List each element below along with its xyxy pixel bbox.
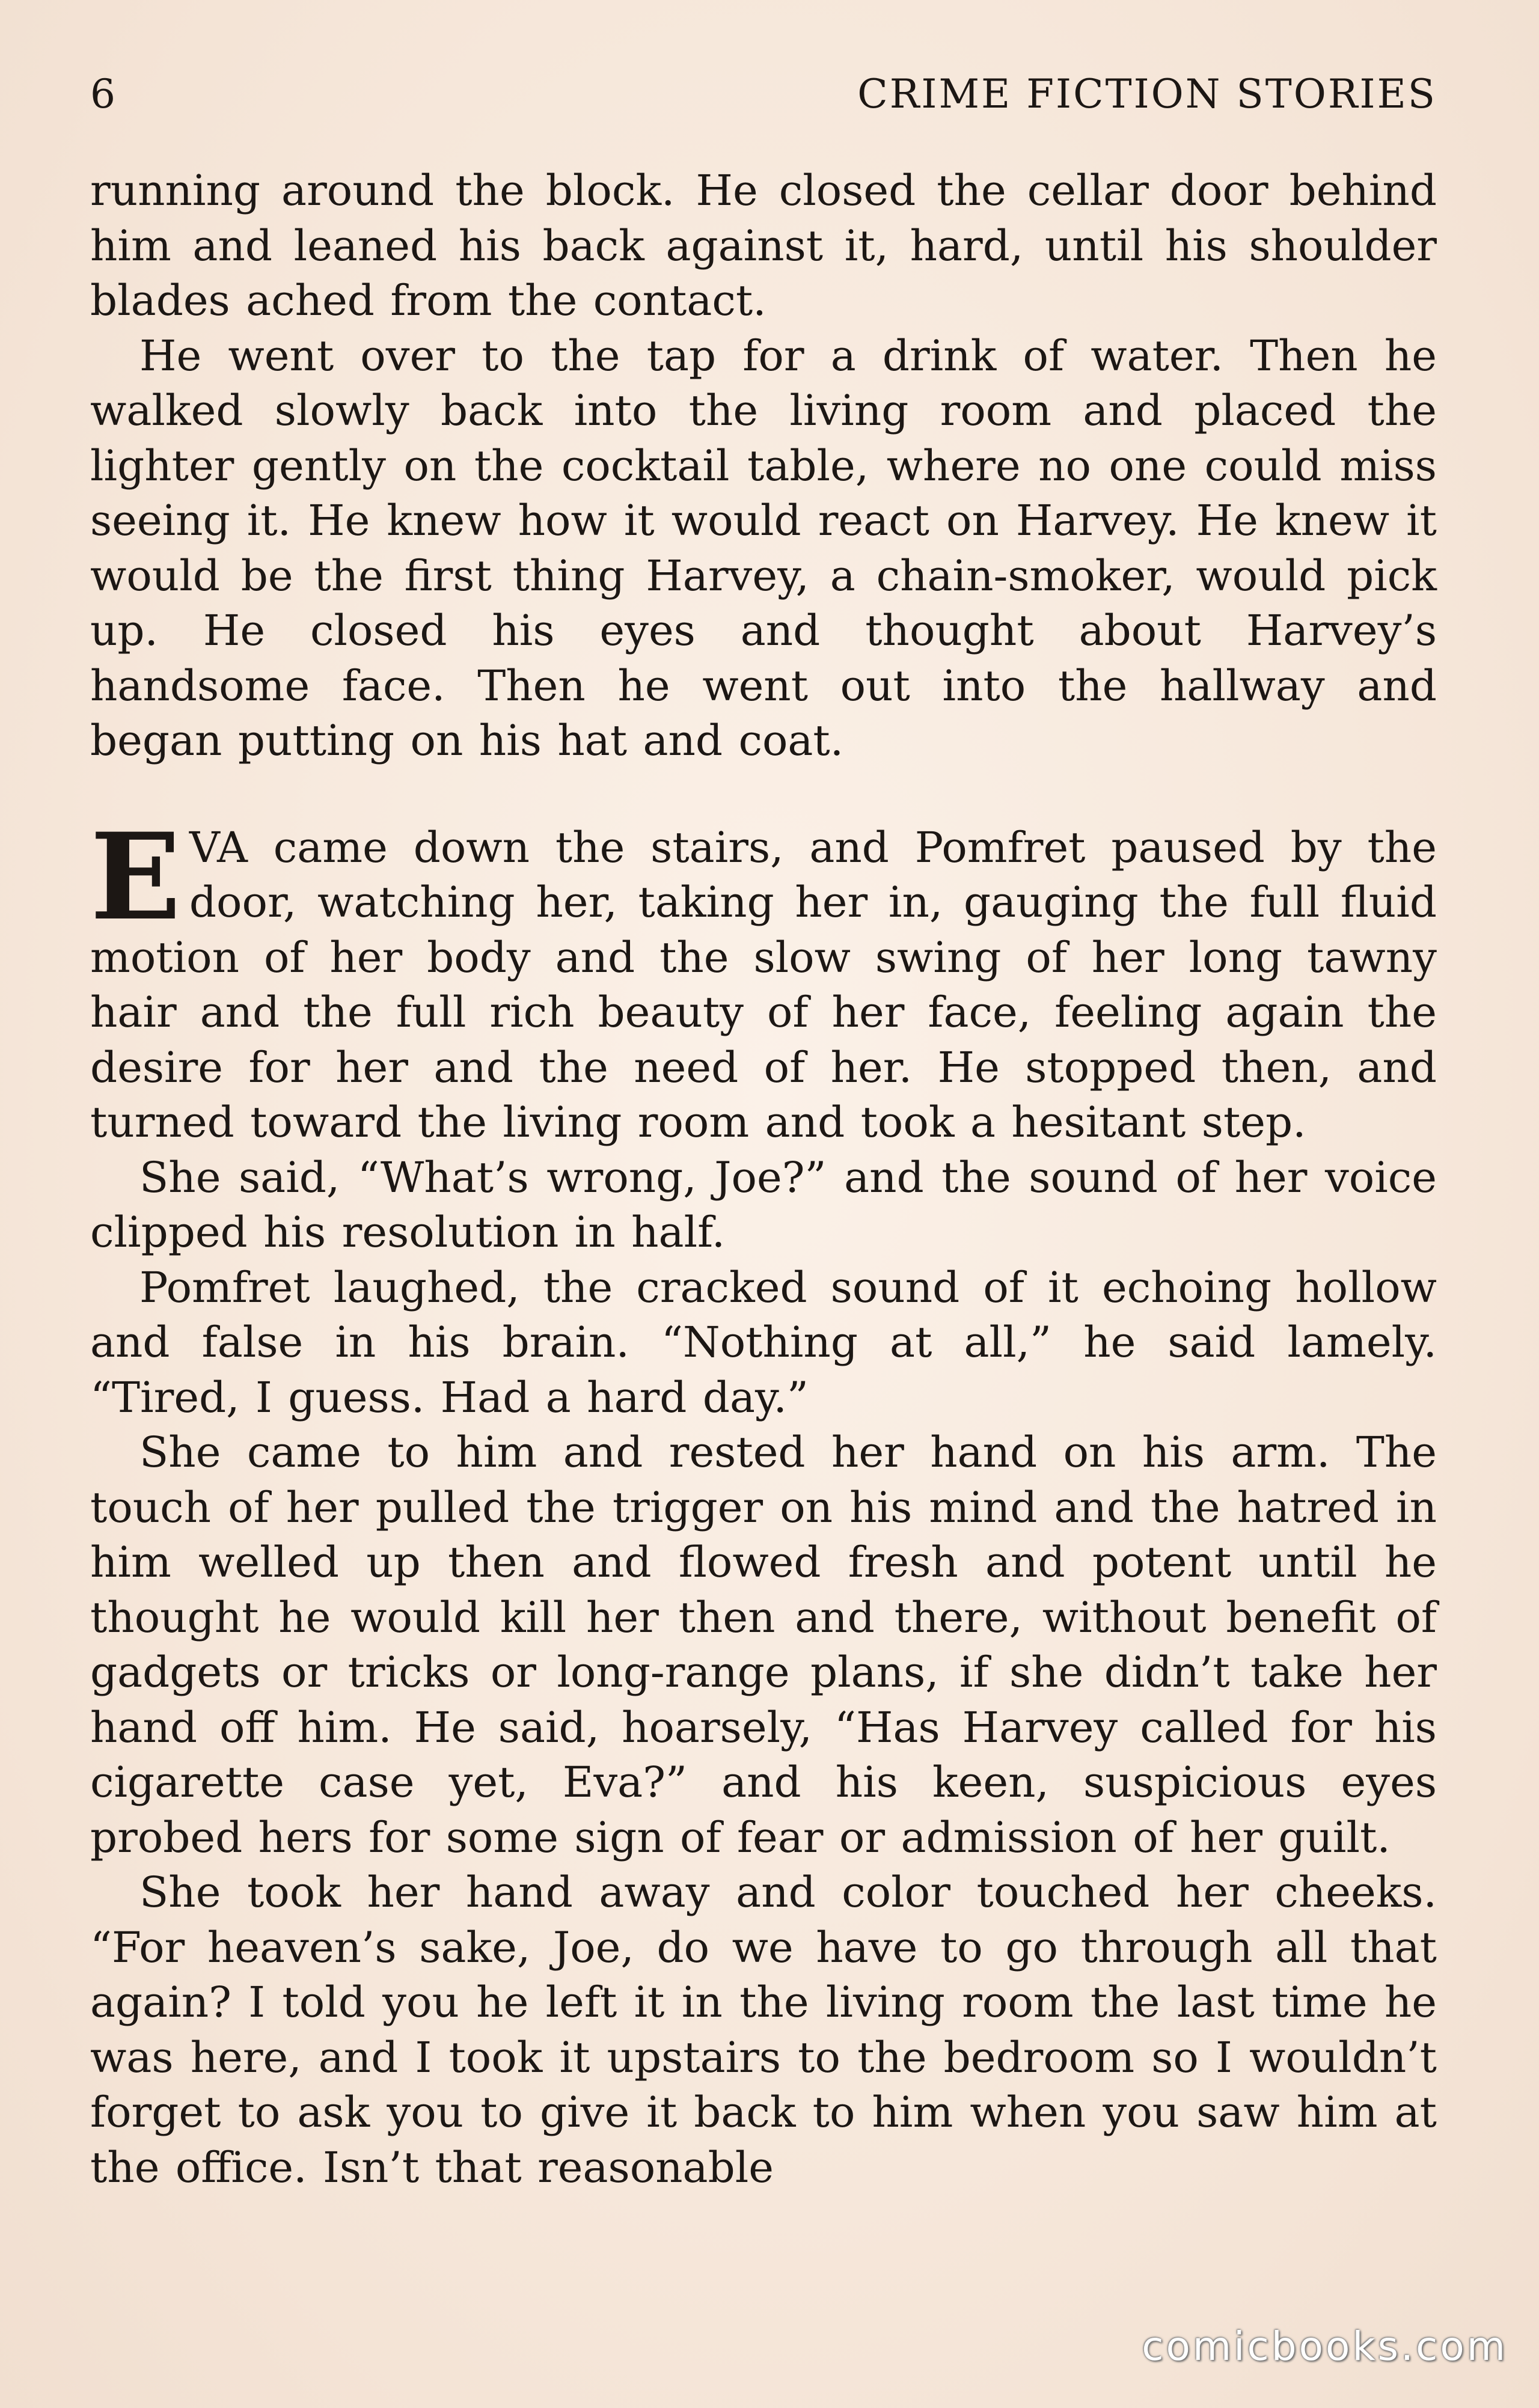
page-header (90, 71, 1437, 131)
drop-cap: E (90, 806, 181, 947)
paragraph: He went over to the tap for a drink of water. Then he walked slowly back into the living room and placed the lighter gently on the cocktail table, where no one could miss seeing it. He knew how it would react on Harvey. He knew it would be the first thing Harvey, a chain-smoker, would pick up. He closed his eyes and thought about Harvey’s handsome face. Then he went out into the hallway and began putting on his hat and coat. (90, 331, 1437, 765)
running-head: CRIME FICTION STORIES (857, 71, 1437, 117)
watermark: comicbooks.com (1142, 2323, 1508, 2370)
paragraph: She took her hand away and color touched her cheeks. “For heaven’s sake, Joe, do we have to go through all that again? I told you he left it in the living room the last time he was here, and I took it upstairs to the bedroom so I wouldn’t forget to ask you to give it back to him when you saw him at the office. Isn’t that reasonable (90, 1868, 1437, 2192)
section-break (90, 769, 1437, 820)
paragraph-text: VA came down the stairs, and Pomfret paused by the door, watching her, taking her in, gauging the full fluid motion of her body and the slow swing of her long tawny hair and the full rich beauty of her face, feeling again the desire for her and the need of her. He stopped then, and turned toward the living room and took a hesitant step. (90, 822, 1437, 1147)
paragraph: Pomfret laughed, the cracked sound of it echoing hollow and false in his brain. “Nothing at all,” he said lamely. “Tired, I guess. Had a hard day.” (90, 1262, 1437, 1422)
paragraph: running around the block. He closed the cellar door behind him and leaned his back against it, hard, until his shoulder blades ached from the contact. (90, 166, 1437, 325)
page-number: 6 (90, 71, 117, 117)
paragraph: She came to him and rested her hand on his arm. The touch of her pulled the trigger on his mind and the hatred in him welled up then and flowed fresh and potent until he thought he would kill her then and there, without benefit of gadgets or tricks or long-range plans, if she didn’t take her hand off him. He said, hoarsely, “Has Harvey called for his cigarette case yet, Eva?” and his keen, suspicious eyes probed hers for some sign of fear or admission of her guilt. (90, 1428, 1437, 1862)
paragraph-with-drop-cap (90, 806, 1437, 1151)
paragraph: She said, “What’s wrong, Joe?” and the sound of her voice clipped his resolution in half. (90, 1152, 1437, 1257)
story-text (90, 163, 1437, 2195)
